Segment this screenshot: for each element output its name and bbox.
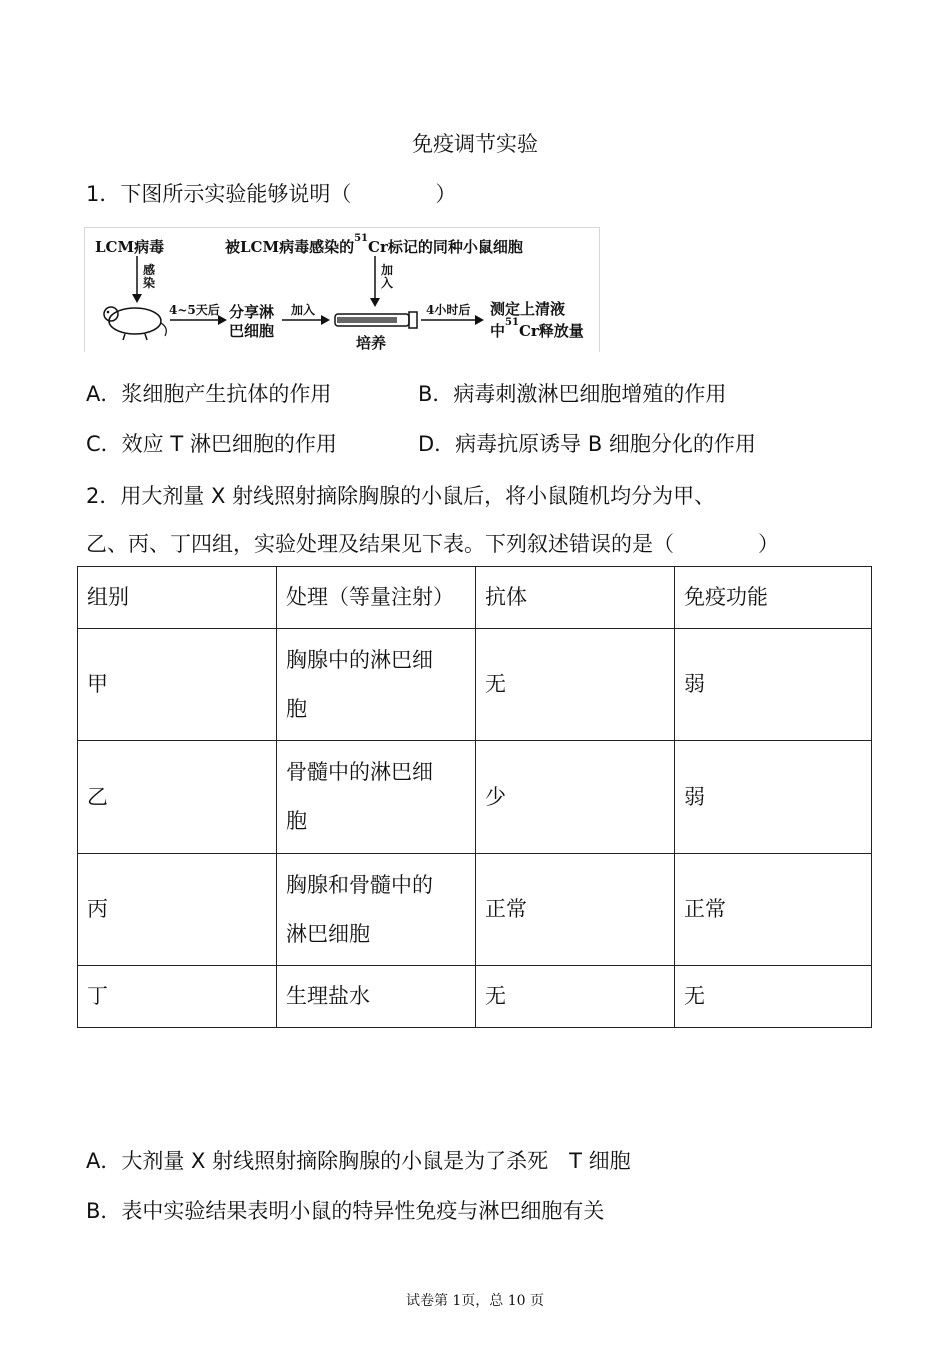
table-cell-antibody: 无 bbox=[476, 629, 675, 741]
table-cell-immune: 弱 bbox=[675, 741, 872, 854]
q1-option-d: D．病毒抗原诱导 B 细胞分化的作用 bbox=[418, 432, 756, 456]
table-cell-immune: 正常 bbox=[675, 854, 872, 966]
figure-add-label-mid: 加入 bbox=[291, 303, 316, 317]
table-row bbox=[78, 741, 872, 854]
table-header-cell: 抗体 bbox=[476, 567, 675, 629]
table-row bbox=[78, 629, 872, 741]
q2-option-b: B．表中实验结果表明小鼠的特异性免疫与淋巴细胞有关 bbox=[86, 1199, 605, 1223]
figure-virus-label: LCM病毒 bbox=[95, 238, 165, 256]
table-cell-antibody: 少 bbox=[476, 741, 675, 854]
question-1-stem: 1．下图所示实验能够说明（ ） bbox=[86, 182, 457, 206]
table-row bbox=[78, 854, 872, 966]
table-header-cell: 组别 bbox=[78, 567, 277, 629]
test-tube-icon bbox=[335, 312, 417, 328]
mouse-icon bbox=[104, 307, 166, 340]
table-row bbox=[78, 966, 872, 1028]
figure-infect-label: 感染 bbox=[143, 263, 156, 290]
table-header-row bbox=[78, 567, 872, 629]
table-cell-immune: 无 bbox=[675, 966, 872, 1028]
table-header-cell: 处理（等量注射） bbox=[277, 567, 476, 629]
figure-days-label: 4~5天后 bbox=[169, 303, 220, 317]
results-table bbox=[77, 566, 872, 1028]
figure-isolate-label-1: 分享淋 bbox=[229, 303, 275, 321]
table-cell-antibody: 无 bbox=[476, 966, 675, 1028]
q1-option-a: A．浆细胞产生抗体的作用 bbox=[86, 382, 332, 406]
question-2-stem-line2: 乙、丙、丁四组，实验处理及结果见下表。下列叙述错误的是（ ） bbox=[86, 532, 779, 556]
page-title: 免疫调节实验 bbox=[412, 132, 538, 156]
figure-culture-label: 培养 bbox=[356, 334, 387, 352]
experiment-figure bbox=[84, 227, 600, 352]
table-cell-treatment: 胸腺和骨髓中的 淋巴细胞 bbox=[277, 854, 476, 966]
q1-option-b: B．病毒刺激淋巴细胞增殖的作用 bbox=[418, 382, 727, 406]
table-cell-group: 丙 bbox=[78, 854, 277, 966]
page-footer: 试卷第 1页，总 10 页 bbox=[405, 1293, 545, 1309]
table-cell-immune: 弱 bbox=[675, 629, 872, 741]
table-header-cell: 免疫功能 bbox=[675, 567, 872, 629]
table-cell-treatment: 骨髓中的淋巴细 胞 bbox=[277, 741, 476, 854]
table-cell-group: 丁 bbox=[78, 966, 277, 1028]
q1-option-c: C．效应 T 淋巴细胞的作用 bbox=[86, 432, 337, 456]
table-cell-antibody: 正常 bbox=[476, 854, 675, 966]
figure-add-label-top: 加入 bbox=[381, 263, 394, 290]
question-2-stem-line1: 2．用大剂量 X 射线照射摘除胸腺的小鼠后，将小鼠随机均分为甲、 bbox=[86, 484, 716, 508]
figure-hours-label: 4小时后 bbox=[426, 303, 471, 317]
figure-top-label: 被LCM病毒感染的$^{51}$Cr标记的同种小鼠细胞 bbox=[225, 233, 523, 256]
figure-measure-label-2: 中$^{51}$Cr释放量 bbox=[490, 317, 584, 340]
table-cell-group: 乙 bbox=[78, 741, 277, 854]
table-cell-group: 甲 bbox=[78, 629, 277, 741]
q2-option-a: A．大剂量 X 射线照射摘除胸腺的小鼠是为了杀死 T 细胞 bbox=[86, 1149, 631, 1173]
table-cell-treatment: 胸腺中的淋巴细 胞 bbox=[277, 629, 476, 741]
figure-isolate-label-2: 巴细胞 bbox=[229, 322, 275, 340]
figure-measure-label-1: 测定上清液 bbox=[490, 300, 566, 318]
table-cell-treatment: 生理盐水 bbox=[277, 966, 476, 1028]
